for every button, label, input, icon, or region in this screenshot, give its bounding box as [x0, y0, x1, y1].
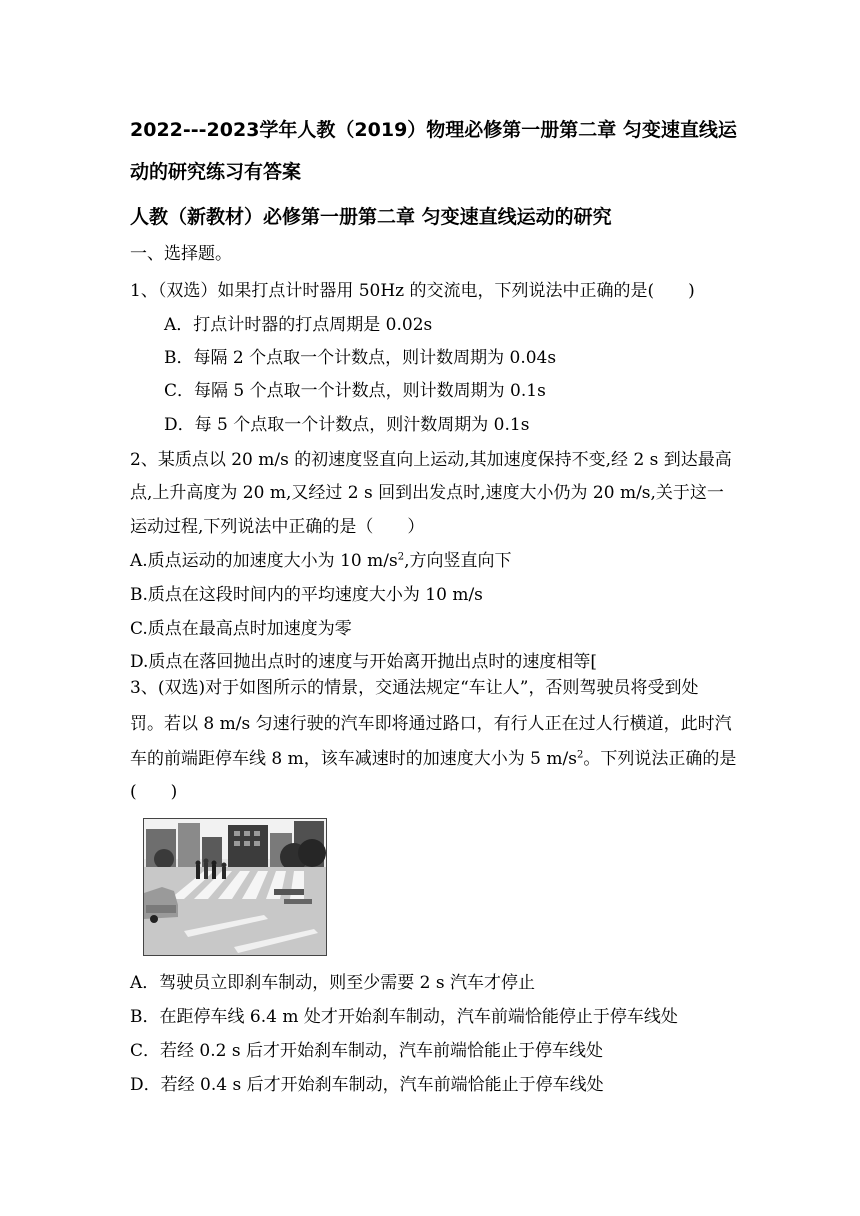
q3-stem-line-2: 罚。若以 8 m/s 匀速行驶的汽车即将通过路口，有行人正在过人行横道，此时汽 — [130, 714, 732, 734]
q2-option-a-text: A.质点运动的加速度大小为 10 m/s — [130, 551, 398, 571]
q1-option-c: C．每隔 5 个点取一个计数点，则计数周期为 0.1s — [164, 381, 546, 401]
q1-option-b: B．每隔 2 个点取一个计数点，则计数周期为 0.04s — [164, 348, 557, 368]
q2-option-b: B.质点在这段时间内的平均速度大小为 10 m/s — [130, 585, 483, 605]
q1-option-d: D．每 5 个点取一个计数点，则汁数周期为 0.1s — [164, 415, 530, 435]
q3-stem-line-4: ( ) — [130, 782, 178, 802]
q3-option-c: C．若经 0.2 s 后才开始刹车制动，汽车前端恰能止于停车线处 — [130, 1041, 603, 1061]
q2-option-c: C.质点在最高点时加速度为零 — [130, 619, 352, 639]
section-heading: 一、选择题。 — [130, 244, 232, 264]
q3-stem-line-3-tail: 。下列说法正确的是 — [583, 749, 737, 769]
q3-stem-line-3-text: 车的前端距停车线 8 m，该车减速时的加速度大小为 5 m/s — [130, 749, 577, 769]
doc-subtitle: 人教（新教材）必修第一册第二章 匀变速直线运动的研究 — [130, 206, 612, 228]
q2-option-a — [130, 549, 511, 573]
doc-title-line-2: 动的研究练习有答案 — [130, 161, 302, 183]
q3-option-d: D．若经 0.4 s 后才开始刹车制动，汽车前端恰能止于停车线处 — [130, 1075, 604, 1095]
doc-title-line-1: 2022---2023学年人教（2019）物理必修第一册第二章 匀变速直线运 — [130, 119, 737, 141]
q3-acceleration-exponent: 2 — [576, 749, 584, 761]
q2-option-a-direction: ,方向竖直向下 — [404, 551, 512, 571]
q1-stem: 1、（双选）如果打点计时器用 50Hz 的交流电，下列说法中正确的是( ) — [130, 281, 695, 301]
q1-option-a: A．打点计时器的打点周期是 0.02s — [164, 315, 433, 335]
q3-stem-line-3 — [130, 747, 736, 771]
q3-option-a: A．驾驶员立即刹车制动，则至少需要 2 s 汽车才停止 — [130, 973, 536, 993]
q2-stem-line-2: 点,上升高度为 20 m,又经过 2 s 回到出发点时,速度大小仍为 20 m/s,关于这一 — [130, 483, 724, 503]
q2-stem-line-1: 2、某质点以 20 m/s 的初速度竖直向上运动,其加速度保持不变,经 2 s 到达最高 — [130, 450, 732, 470]
q2-option-a-exponent: 2 — [397, 551, 405, 563]
street-scene-image — [144, 819, 326, 955]
q3-option-b: B．在距停车线 6.4 m 处才开始刹车制动，汽车前端恰能停止于停车线处 — [130, 1007, 678, 1027]
q2-option-d: D.质点在落回抛出点时的速度与开始离开抛出点时的速度相等[ — [130, 652, 598, 672]
q2-stem-line-3: 运动过程,下列说法中正确的是（ ） — [130, 517, 425, 537]
q3-stem-line-1: 3、(双选)对于如图所示的情景，交通法规定“车让人”，否则驾驶员将受到处 — [130, 678, 699, 698]
intersection-photo — [143, 818, 327, 956]
